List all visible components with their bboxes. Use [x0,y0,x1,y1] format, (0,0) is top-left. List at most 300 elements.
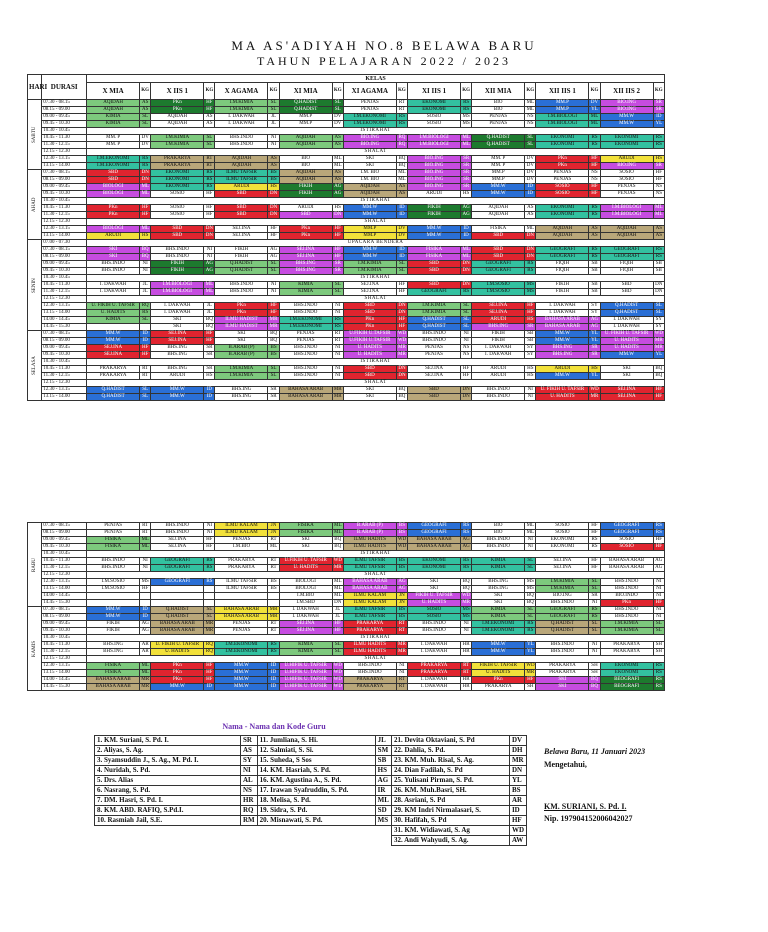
subject-cell: PKn [343,324,396,331]
teacher-code-cell: RS [589,142,600,149]
subject-cell: I.M.KIMIA [151,142,204,149]
subject-cell: BIOLOGI [279,586,332,593]
subject-cell: U.FIKIH U. TAFSIR [279,558,332,565]
subject-cell: I.M.EKONOMI [279,317,332,324]
teacher-code-cell: DN [205,226,213,231]
teacher-code-cell: RS [332,324,343,331]
teacher-name: 31. KM. Widiawati, S. Ag [391,826,509,836]
teacher-code-cell: HS [140,233,151,240]
teacher-code: AS [241,746,258,756]
subject-cell: BHS.INDO [279,366,332,373]
teacher-code-cell: ID [140,607,151,614]
time-cell: 09.45 - 10.30 [42,191,87,198]
teacher-code-cell: NI [332,310,343,317]
subject-cell: SBD [408,268,461,275]
teacher-code-cell: RS [653,254,664,261]
teacher-code-cell: WD [333,663,342,668]
subject-cell: PKn [600,600,653,607]
subject-cell: SOSIO [536,191,589,198]
subject-cell: EKONOMI [600,663,653,670]
subject-cell: BHS.ING [472,586,525,593]
table-row [28,558,665,565]
teacher-code-cell: ID [525,184,536,191]
teacher-code-cell: ID [396,254,407,261]
teacher-code-cell: MS [462,607,470,612]
table-row [28,586,665,593]
teacher-code-cell: ID [268,684,279,691]
subject-cell: I.M.KIMIA [536,586,589,593]
teacher-code-cell: HS [589,366,600,373]
teacher-code-cell: DV [526,156,534,161]
subject-cell: PKn [536,163,589,170]
subject-cell: GEOGRAFI [600,254,653,261]
table-row [28,198,665,205]
table-row [28,191,665,198]
teacher-code-cell: BQ [653,373,664,380]
teacher-code-cell: HF [461,366,472,373]
teacher-name: 6. Nasrang, S. Pd. [95,786,241,796]
teacher-code-cell: AG [205,261,213,266]
teacher-code-cell: NI [461,628,472,635]
teacher-code-cell: AS [525,205,536,212]
time-cell: 10.45 - 11.30 [42,205,87,212]
teacher-code-cell: RS [204,579,215,586]
time-cell: 10.45 - 11.30 [42,366,87,373]
teacher-code-cell: MR [654,345,663,350]
teacher-code-cell: RS [589,212,600,219]
teacher-code-cell: MS [462,114,470,119]
teacher-code-cell: RT [396,100,407,107]
teacher-code: AG [375,776,391,786]
teacher-code-cell: RS [332,317,343,324]
subject-cell: Q.HADIST [600,303,653,310]
teacher-code-cell: DN [269,205,278,210]
break-cell: SHALAT [87,380,665,387]
subject-cell: SKI [343,156,396,163]
subject-cell: BHS.INDO [536,642,589,649]
subject-cell: SEJ.INA [472,303,525,310]
time-cell: 11.30 - 12.15 [42,649,87,656]
subject-cell: BHS.INDO [151,523,204,530]
teacher-code-cell: RS [396,121,407,128]
teacher-name: 22. Dahlia, S. Pd. [391,746,509,756]
kode-header: KG [204,83,215,100]
teacher-code-cell: RS [653,684,664,691]
teacher-code-cell: ID [461,226,472,233]
table-row [28,684,665,691]
teacher-code-cell: ID [396,247,407,254]
subject-cell: SOSIO [151,205,204,212]
subject-cell: MM.W [87,607,140,614]
teacher-code-cell: AS [332,177,343,184]
teacher-code-cell: RS [204,558,215,565]
teacher-name: 29. KM Indri Nirmalasari, S. [391,806,509,816]
subject-cell: PRAKARYA [408,663,461,670]
teacher-code-cell [140,324,151,331]
teacher-code-cell: RT [332,331,343,338]
time-cell: 13.15 - 14.00 [42,670,87,677]
teacher-code: AL [241,776,258,786]
subject-cell: BHS.INDO [87,261,140,268]
subject-cell: SOSIO [600,177,653,184]
teacher-code-cell: JL [204,303,215,310]
teacher-code: SR [241,736,258,746]
kode-header: KG [332,83,343,100]
teacher-code-cell: RS [140,156,151,163]
subject-cell: BAHASA ARAB [151,621,204,628]
subject-cell: MM.W [343,254,396,261]
teacher-code-cell: SY [525,345,536,352]
subject-cell: AQIDAH [215,163,268,170]
table-row [28,317,665,324]
subject-cell: Q.HADIST [87,394,140,401]
teacher-code-cell: MS [526,579,534,584]
subject-cell: I.M.KIMIA [408,303,461,310]
subject-cell: Q.HADIST [600,310,653,317]
teacher-code-cell: NI [204,523,215,530]
subject-cell: AQIDAH [279,142,332,149]
subject-cell: BHS.INDO [87,558,140,565]
break-cell: SHALAT [87,296,665,303]
teacher-code-cell: ID [140,614,151,621]
header-kelas: KELAS [87,75,665,83]
teacher-code-cell: AS [204,114,215,121]
teacher-code-cell: HF [589,530,600,537]
teacher-code-cell: WD [397,331,407,336]
teacher-code-cell: AS [589,226,600,233]
table-row [28,149,665,156]
teacher-code-cell [204,600,215,607]
teacher-code-cell: RQ [396,135,407,142]
subject-cell: ILMU TAFSIR [343,565,396,572]
teacher-name [257,836,375,846]
teacher-code-cell: SL [332,107,343,114]
teacher-code-cell: HF [204,544,215,551]
teacher-code-cell: RS [396,114,407,121]
subject-cell: ILMU TAFSIR [215,170,268,177]
teacher-code-cell: DN [462,268,470,273]
teacher-code-cell: RS [140,310,151,317]
subject-cell: FIKIH [408,212,461,219]
subject-cell: ILMU TAFSIR [215,177,268,184]
time-cell: 12.15 - 12.30 [42,296,87,303]
time-cell: 08.15 - 09.00 [42,177,87,184]
teacher-code-cell: SL [653,310,664,317]
teacher-code-cell: RS [204,565,215,572]
subject-cell: I.M.BIOLOGI [600,212,653,219]
teacher-code-cell: HS [204,373,215,380]
subject-cell: Q.HADIST [151,614,204,621]
subject-cell: FISIKA [472,226,525,233]
teacher-code-cell: RQ [204,642,215,649]
subject-cell: PRAKARYA [472,684,525,691]
teacher-name: 18. Melisa, S. Pd. [257,796,375,806]
subject-cell: FISIKA [279,523,332,530]
teacher-code: HF [509,816,526,826]
teacher-code: IR [375,786,391,796]
teacher-code-cell: DV [334,121,342,126]
break-cell: SHALAT [87,656,665,663]
teacher-code-cell: NS [589,177,600,184]
subject-cell: SBD [151,226,204,233]
teacher-name: 24. Dian Fadilah, S. Pd [391,766,509,776]
teacher-code-cell: SL [653,621,664,628]
subject-cell: SKI [215,331,268,338]
subject-cell: BIO.ING [408,163,461,170]
table-row [28,352,665,359]
subject-cell: Q.HADIST [279,107,332,114]
subject-cell: FIQIH [536,261,589,268]
subject-cell: BHS.ING [151,352,204,359]
teacher-code-cell: ML [655,212,663,217]
teacher-code-cell: NI [140,261,151,268]
subject-cell: I. DAKWAH [215,114,268,121]
teacher-code: ID [509,806,526,816]
time-cell: 09.00 - 09.45 [42,261,87,268]
subject-cell: PRAKARYA [87,373,140,380]
subject-cell: SBD [215,191,268,198]
teacher-code-cell: HF [525,310,536,317]
table-row [28,303,665,310]
teacher-code-cell: RS [653,663,664,670]
subject-cell: BAHASA ARAB [343,586,396,593]
subject-cell: I.M.BIOLOGI [408,142,461,149]
teacher-code-cell: AS [396,184,407,191]
teacher-code-cell: WD [333,677,342,682]
time-cell: 08.15 - 09.00 [42,107,87,114]
time-cell: 10.45 - 11.30 [42,135,87,142]
subject-cell: BHS.ING [151,366,204,373]
teacher-code-cell: MR [398,352,406,357]
subject-cell: BEOGRAFI [600,677,653,684]
subject-cell: SKI [87,254,140,261]
table-row [28,254,665,261]
teacher-code-cell: BQ [396,163,407,170]
teacher-code-cell: BQ [140,254,151,261]
teacher-code-cell: RT [268,565,279,572]
teacher-code-cell: HF [653,394,664,401]
subject-cell: SEJ.INA [600,394,653,401]
teacher-code-cell: DN [398,366,406,371]
subject-cell: ILMU HADITS [343,642,396,649]
subject-cell: SOSIO [600,537,653,544]
subject-cell: PENJAS [215,628,268,635]
teacher-code-cell: ID [140,331,151,338]
teacher-code-cell: MS [141,579,149,584]
teacher-code-cell: RS [461,558,472,565]
teacher-code-cell: AS [525,212,536,219]
subject-cell: MM.W [87,331,140,338]
subject-cell: PKn [151,670,204,677]
subject-cell: U. HADITS [279,565,332,572]
teacher-code-cell: RT [396,628,407,635]
teacher-code-cell: NI [461,331,472,338]
subject-cell: PKn [279,226,332,233]
teacher-code-cell: JN [396,593,407,600]
teacher-code-cell: SL [204,614,215,621]
teacher-code-cell: RT [461,663,472,670]
subject-cell: MM.W [215,670,268,677]
teacher-code-cell: YL [589,107,600,114]
teacher-code-cell: AS [204,121,215,128]
teacher-code-cell: AR [140,649,151,656]
subject-cell: AQIDAH [472,205,525,212]
teacher-code-cell: HF [589,558,600,565]
subject-cell: EKONOMI [408,558,461,565]
subject-cell: BHS.INDO [472,537,525,544]
subject-cell: SOSIO [536,184,589,191]
teacher-code-cell: NI [525,394,536,401]
subject-cell: PRAKARYA [343,628,396,635]
teacher-code-cell: YL [653,121,664,128]
teacher-name: 25. Yulisani Pirman, S. Pd. [391,776,509,786]
teacher-code-cell: DV [398,226,406,231]
time-cell: 10.45 - 11.30 [42,282,87,289]
subject-cell: I.M.BIO [215,544,268,551]
teacher-code-cell: HF [332,621,343,628]
subject-cell: BHS.INDO [472,387,525,394]
subject-cell: KIMIA [87,114,140,121]
subject-cell: SBD [472,254,525,261]
subject-cell: I.M.KIMIA [600,621,653,628]
subject-cell: SOSIO [408,614,461,621]
teacher-code-cell: ID [204,684,215,691]
subject-cell: I.M.SBD [279,600,332,607]
subject-cell: I.M.KIMIA [343,261,396,268]
time-cell: 10.45 - 11.30 [42,642,87,649]
subject-cell: B.ARAB (P) [343,530,396,537]
subject-cell: GEOGRAFI [151,565,204,572]
time-cell: 13.15 - 14.00 [42,586,87,593]
teacher-name: 30. Hafifah, S. Pd [391,816,509,826]
table-row [28,142,665,149]
subject-cell: MM.W [408,233,461,240]
teacher-code-cell: NI [140,558,151,565]
break-cell: ISTIRAHAT [87,359,665,366]
time-cell: 08.15 - 09.00 [42,530,87,537]
teacher-code-cell: HF [332,226,343,233]
subject-cell: BIO [472,107,525,114]
teacher-legend [94,735,527,846]
table-row [28,649,665,656]
subject-cell: PENJAS [343,100,396,107]
teacher-code-cell: SR [653,163,664,170]
time-cell: 07.30 - 08.15 [42,247,87,254]
teacher-code-cell: SL [332,100,343,107]
subject-cell: ARUDI [472,373,525,380]
teacher-code: MS [375,816,391,826]
teacher-code-cell: SH [653,642,664,649]
subject-cell: ARUDI [87,233,140,240]
subject-cell: EKONOMI [151,184,204,191]
teacher-code-cell: SR [268,394,279,401]
teacher-code-cell: HF [589,163,600,170]
teacher-code [375,836,391,846]
teacher-code-cell: HF [589,184,600,191]
teacher-code-cell: ML [334,163,342,168]
teacher-code-cell: SL [332,289,343,296]
subject-cell: BAHASA ARAB [215,614,268,621]
teacher-code-cell: JL [140,289,151,296]
subject-cell: I.M. BIO [343,177,396,184]
subject-cell: BHS.ING [536,345,589,352]
subject-cell: KIMIA [472,558,525,565]
subject-cell: SBD [343,303,396,310]
teacher-code-cell: SL [204,135,215,142]
teacher-code-cell: AS [396,191,407,198]
teacher-code-cell: SL [589,628,600,635]
table-row [28,261,665,268]
subject-cell: SKI [151,324,204,331]
time-cell: 09.45 - 10.30 [42,268,87,275]
teacher-code-cell: HF [653,177,664,184]
subject-cell: BAHASA ARAB [536,324,589,331]
subject-cell: Q.HADIST [536,621,589,628]
subject-cell: BHS.ING [87,649,140,656]
subject-cell: SEJ.INA [536,558,589,565]
teacher-code-cell: SB [589,282,600,289]
subject-cell: FIKIH [87,628,140,635]
subject-cell: ILMU TAFSIR [343,558,396,565]
subject-cell: I. DAKWAH [536,303,589,310]
subject-cell: U.FIKIH U.TAFSIR [343,331,396,338]
teacher-code-cell: RT [140,530,151,537]
time-cell: 09.45 - 10.30 [42,628,87,635]
teacher-code-cell: YL [653,352,664,359]
teacher-code-cell: BS [268,345,279,352]
subject-cell: MM.W [536,338,589,345]
teacher-code-cell: NI [525,537,536,544]
subject-cell: EKONOMI [536,142,589,149]
teacher-code-cell: HF [140,352,151,359]
subject-cell: FIKIH [536,289,589,296]
subject-cell: SKI [343,163,396,170]
table-row [28,135,665,142]
teacher-code-cell: HF [525,677,536,684]
teacher-code-cell: AG [462,205,470,210]
teacher-code-cell: DN [334,600,342,605]
subject-cell: BHS.INDO [600,607,653,614]
time-cell: 09.45 - 10.30 [42,121,87,128]
subject-cell: FISIKA [408,254,461,261]
teacher-code-cell: NS [525,121,536,128]
teacher-code-cell: DN [269,191,278,196]
teacher-code-cell: NI [653,607,664,614]
subject-cell: FIKIH [472,331,525,338]
teacher-code-cell: SR [461,163,472,170]
class-header: XI IIS 1 [408,83,461,100]
subject-cell: SBD [408,394,461,401]
subject-cell: I.M.BIOLOGI [151,289,204,296]
teacher-code-cell: NI [525,544,536,551]
teacher-name: 1. KM. Suriani, S. Pd. I. [95,736,241,746]
subject-cell: SKI [600,373,653,380]
subject-cell: BIO [472,523,525,530]
subject-cell: MM.W [343,205,396,212]
subject-cell: BAHASA ARAB [151,628,204,635]
teacher-code-cell: SR [653,100,664,107]
subject-cell: BHS.INDO [279,345,332,352]
subject-cell: KIMIA [472,607,525,614]
subject-cell: MM.W [87,614,140,621]
subject-cell: AQIDAH [87,107,140,114]
subject-cell: BHS.INDO [215,142,268,149]
teacher-code-cell: NI [396,670,407,677]
teacher-code-cell: SL [525,614,536,621]
subject-cell: U. HADITS [600,345,653,352]
teacher-code: SY [241,756,258,766]
teacher-code-cell: RS [525,268,536,275]
